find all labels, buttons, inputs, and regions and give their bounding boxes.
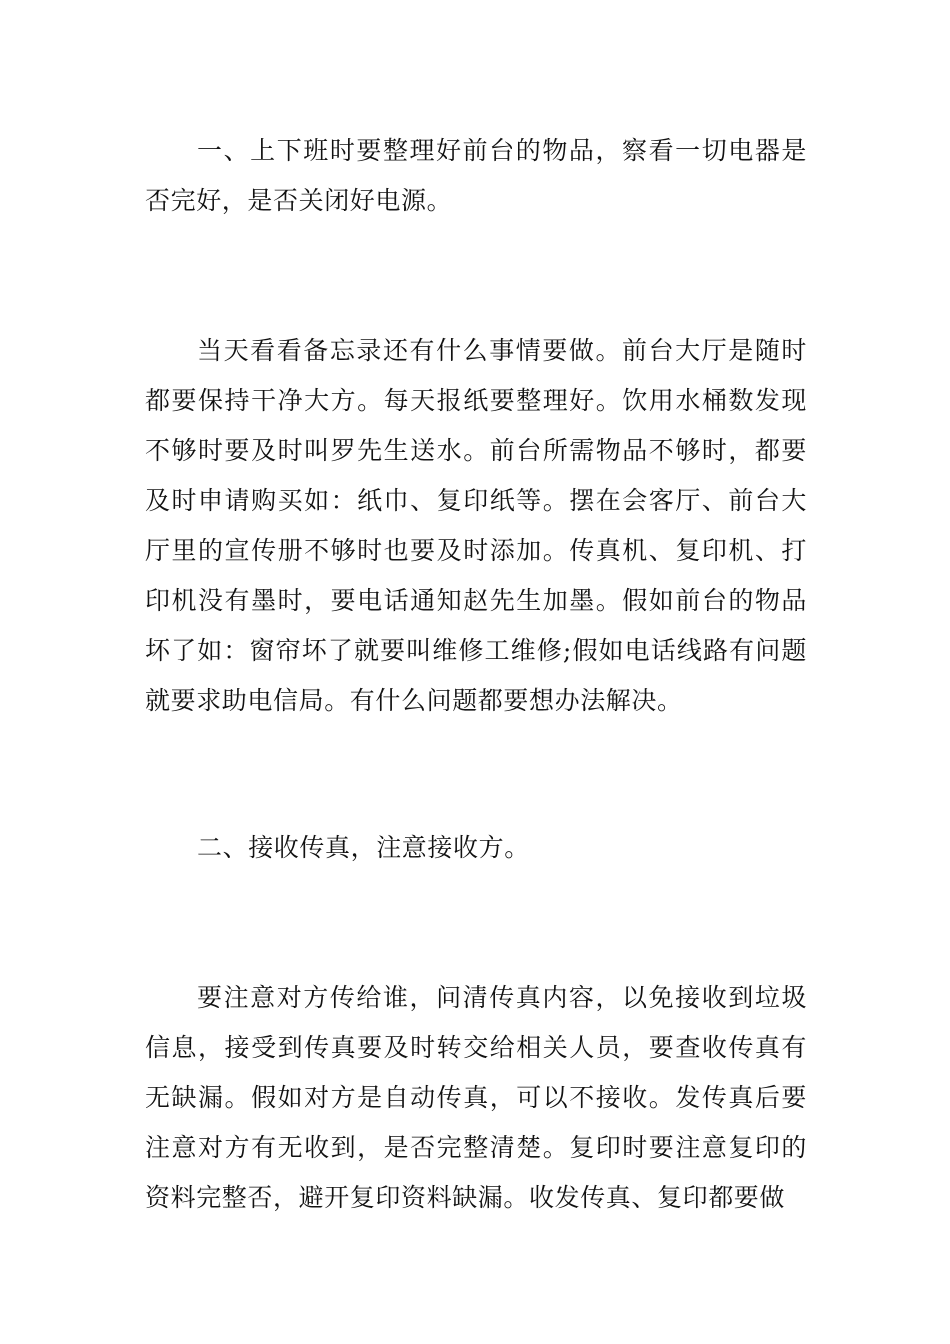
paragraph-fax-duties: 要注意对方传给谁，问清传真内容，以免接收到垃圾信息，接受到传真要及时转交给相关人员，要查收传真有无缺漏。假如对方是自动传真，可以不接收。发传真后要注意对方有无收到，是否完整清楚。复印时要注意复印的资料完整否，避开复印资料缺漏。收发传真、复印都要做 (145, 983, 807, 1212)
paragraph-front-desk-duties: 当天看看备忘录还有什么事情要做。前台大厅是随时都要保持干净大方。每天报纸要整理好。饮用水桶数发现不够时要及时叫罗先生送水。前台所需物品不够时，都要及时申请购买如：纸巾、复印纸等。摆在会客厅、前台大厅里的宣传册不够时也要及时添加。传真机、复印机、打印机没有墨时，要电话通知赵先生加墨。假如前台的物品坏了如：窗帘坏了就要叫维修工维修;假如电话线路有问题就要求助电信局。有什么问题都要想办法解决。 (145, 336, 807, 715)
paragraph-section-one-heading: 一、上下班时要整理好前台的物品，察看一切电器是否完好，是否关闭好电源。 (145, 136, 807, 215)
paragraph-section-two-heading: 二、接收传真，注意接收方。 (197, 833, 530, 862)
